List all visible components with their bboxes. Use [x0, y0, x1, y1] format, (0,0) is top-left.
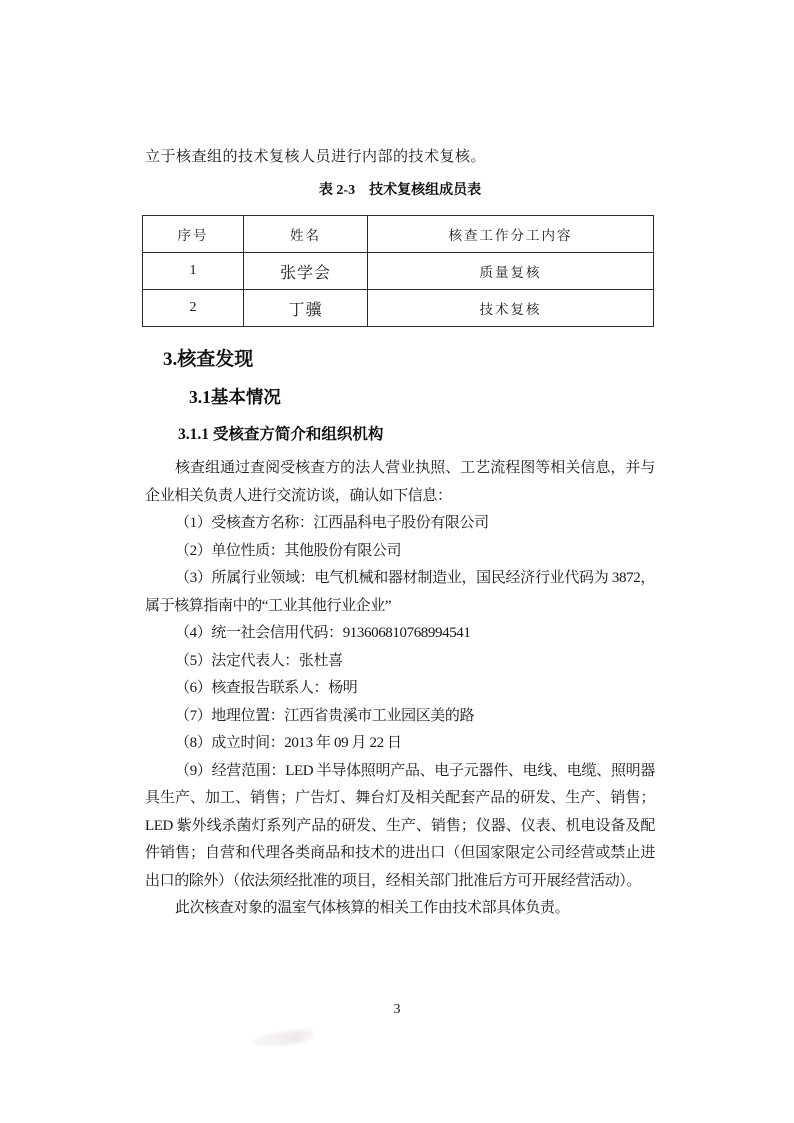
- subsection-heading-basic-info: 3.1基本情况: [189, 387, 281, 407]
- table-caption: 表 2-3 技术复核组成员表: [318, 183, 482, 198]
- column-header-name: 姓名: [244, 216, 368, 253]
- review-members-table: [142, 215, 654, 327]
- page-number: 3: [393, 1002, 401, 1017]
- body-paragraph-item-9: （9）经营范围：LED 半导体照明产品、电子元器件、电线、电缆、照明器具生产、加工、销售；广告灯、舞台灯及相关配套产品的研发、生产、销售；LED 紫外线杀菌灯系列产品的研发、生产、销售；仪器、仪表、机电设备及配件销售；自营和代理各类商品和技术的进出口（但国家限定公司经营或禁止进出口的除外）（依法须经批准的项目，经相关部门批准后方可开展经营活动）。: [145, 762, 655, 889]
- table-cell-duty: 技术复核: [368, 290, 654, 327]
- body-paragraph: 核查组通过查阅受核查方的法人营业执照、工艺流程图等相关信息，并与企业相关负责人进行交流访谈，确认如下信息：: [145, 460, 655, 504]
- table-cell-index: 1: [143, 253, 244, 290]
- intro-paragraph: 立于核查组的技术复核人员进行内部的技术复核。: [145, 149, 487, 165]
- scan-smudge-artifact: [251, 1028, 314, 1048]
- table-cell-name: 丁骥: [244, 290, 368, 327]
- table-row: [143, 290, 654, 327]
- body-paragraph-closing: 此次核查对象的温室气体核算的相关工作由技术部具体负责。: [175, 900, 570, 916]
- table-cell-index: 2: [143, 290, 244, 327]
- section-heading-findings: 3.核查发现: [163, 349, 254, 370]
- table-cell-duty: 质量复核: [368, 253, 654, 290]
- subsubsection-heading-org-intro: 3.1.1 受核查方简介和组织机构: [178, 426, 384, 443]
- table-row: [143, 253, 654, 290]
- table-header-row: [143, 216, 654, 253]
- body-paragraph-item-2: （2）单位性质：其他股份有限公司: [175, 542, 402, 559]
- body-paragraph-item-1: （1）受核查方名称：江西晶科电子股份有限公司: [175, 515, 489, 531]
- body-text-block: [145, 455, 655, 923]
- body-paragraph-item-6: （6）核查报告联系人：杨明: [175, 680, 358, 696]
- table-cell-name: 张学会: [244, 253, 368, 290]
- body-paragraph-item-4: （4）统一社会信用代码：913606810768994541: [175, 625, 471, 641]
- page-content: [145, 147, 655, 923]
- column-header-duty: 核查工作分工内容: [368, 216, 654, 253]
- body-paragraph-item-5: （5）法定代表人：张杜喜: [175, 652, 343, 669]
- body-paragraph-item-7: （7）地理位置：江西省贵溪市工业园区美的路: [175, 707, 475, 724]
- body-paragraph-item-8: （8）成立时间：2013 年 09 月 22 日: [175, 735, 402, 751]
- body-paragraph-item-3: （3）所属行业领域：电气机械和器材制造业，国民经济行业代码为 3872，属于核算指南中的“工业其他行业企业”: [145, 570, 655, 614]
- column-header-index: 序号: [143, 216, 244, 253]
